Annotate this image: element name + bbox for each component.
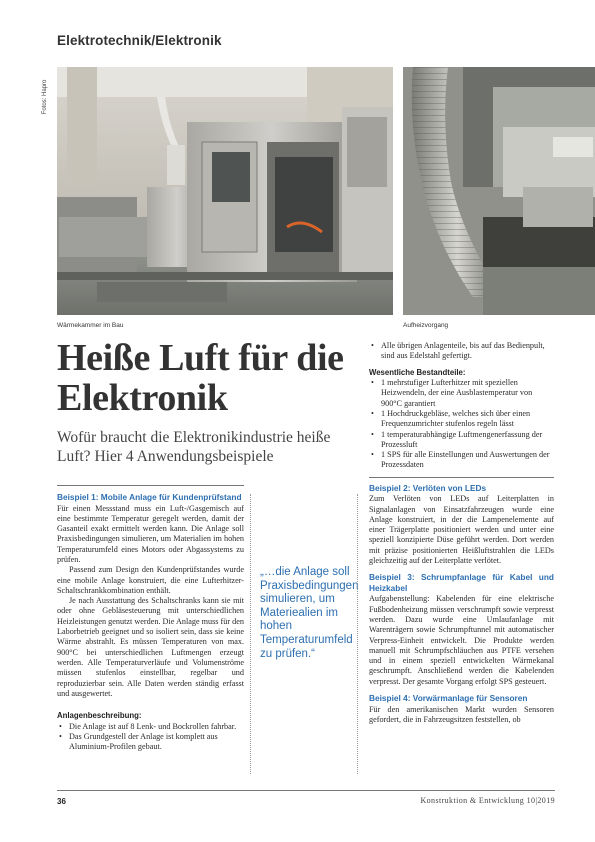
page-number: 36 xyxy=(57,797,66,806)
system-description-heading: Anlagenbeschreibung: xyxy=(57,711,142,721)
photo-credit-label: Fotos: Hapro xyxy=(42,79,48,115)
list-item: • Das Grundgestell der Anlage ist komplett aus Aluminium-Profilen gebaut. xyxy=(57,732,244,753)
components-heading: Wesentliche Bestandteile: xyxy=(369,367,466,377)
example-2-text: Zum Verlöten von LEDs auf Leiterplatten in Signalanlagen von Einsatzfahrzeugen wurde eine Anlage konstruiert, in der die Lampenelemente auf einer Trägerplatte positioniert werden und unter eine speziell konzipierte Düse geführt werden. Dort werden mit präzise positionierten Heißluftstrahlen die LEDs gleichzeitig auf der Leiterplatte verlötet. xyxy=(369,494,554,566)
heating-process-photo xyxy=(403,67,595,315)
materials-list xyxy=(369,341,554,362)
example-4-text: Für den amerikanischen Markt wurden Sensoren gefordert, die in Fahrzeugsitzen feststellen, ob xyxy=(369,704,554,724)
example-1-heading: Beispiel 1: Mobile Anlage für Kundenprüfstand xyxy=(57,492,242,502)
column-divider-top xyxy=(57,485,244,486)
components-list xyxy=(369,378,554,471)
magazine-issue: Konstruktion & Entwicklung 10|2019 xyxy=(420,796,555,805)
list-item: • 1 SPS für alle Einstellungen und Auswertungen der Prozessdaten xyxy=(369,450,554,471)
article-headline: Heiße Luft für die Elektronik xyxy=(57,337,344,419)
example-3-heading: Beispiel 3: Schrumpfanlage für Kabel und Heizkabel xyxy=(369,572,554,593)
article-column-1 xyxy=(57,487,244,753)
example-1-paragraph-3: Je nach Ausstattung des Schaltschranks kann sie mit oder ohne Gebläsesteuerung mit unterschiedlichen Heizleistungen genutzt werden. Die Anlage muss für den Laborbetrieb geeignet und so isoliert sein, dass sie keine Wärme abstrahlt. Es müssen Temperaturen von max. 900°C bei unterschiedlichen Luftmengen erzeugt werden. Alle Temperaturverläufe und Volumenströme müssen stufenlos einstellbar, regelbar und reproduzierbar sein. Alle Daten werden ständig erfasst und ausgewertet. xyxy=(57,596,244,698)
section-title: Elektrotechnik/Elektronik xyxy=(57,33,222,48)
footer-rule xyxy=(57,790,555,791)
left-photo-caption: Wärmekammer im Bau xyxy=(57,322,124,329)
example-4-heading: Beispiel 4: Vorwärmanlage für Sensoren xyxy=(369,693,528,704)
article-column-2 xyxy=(369,341,554,725)
photo-credit xyxy=(40,66,50,136)
list-item: • 1 temperaturabhängige Luftmengenerfassung der Prozessluft xyxy=(369,430,554,451)
right-photo-caption: Aufheizvorgang xyxy=(403,322,449,329)
example-1-paragraph-1: Für einen Messstand muss ein Luft-/Gasgemisch auf eine bestimmte Temperatur geregelt werden, damit der Gasanteil exakt ermittelt werden kann. Die Anlage soll Praxisbedingungen simulieren, um Materialien im hohen Temperaturumfeld eines Motors oder Abgassystems zu prüfen. xyxy=(57,503,244,564)
example-2-heading: Beispiel 2: Verlöten von LEDs xyxy=(369,482,487,493)
system-description-list xyxy=(57,722,244,753)
dotted-divider xyxy=(250,494,251,774)
article-subhead: Wofür braucht die Elektronikindustrie heiße Luft? Hier 4 Anwendungsbeispiele xyxy=(57,429,331,465)
example-3-text: Aufgabenstellung: Kabelenden für eine elektrische Fußbodenheizung müssen verschrumpft sowie verpresst werden. Dazu wurde eine Umlaufanlage mit Warenträgern sowie Schrumpftunnel mit automatischer Verpress-Einheit entwickelt. Die Produkte werden manuell mit Schrumpfschläuchen aus PTFE versehen und in einem speziell entwickelten Wärmekanal geschrumpft. Anschließend werden die Kabelenden verpresst. Der gesamte Vorgang erfolgt SPS gesteuert. xyxy=(369,594,554,686)
list-item: • 1 Hochdruckgebläse, welches sich über einen Frequenzumrichter stufenlos regeln lässt xyxy=(369,409,554,430)
list-item: • 1 mehrstufiger Lufterhitzer mit speziellen Heizwendeln, der eine Ausblastemperatur von 900°C garantiert xyxy=(369,378,554,409)
list-item: • Alle übrigen Anlagenteile, bis auf das Bedienpult, sind aus Edelstahl gefertigt. xyxy=(369,341,554,362)
list-item: • Die Anlage ist auf 8 Lenk- und Bockrollen fahrbar. xyxy=(57,722,244,732)
dotted-divider xyxy=(357,494,358,774)
heat-chamber-photo xyxy=(57,67,393,315)
pull-quote: „…die Anlage soll Praxisbedingungen simulieren, um Materiealien im hohen Temperaturumfeld zu prüfen.“ xyxy=(260,566,359,660)
example-1-paragraph-2: Passend zum Design den Kundenprüfstandes wurde eine mobile Anlage konstruiert, die eine Lufterhitzer-Schaltschrankkombination enthält. xyxy=(57,565,244,595)
